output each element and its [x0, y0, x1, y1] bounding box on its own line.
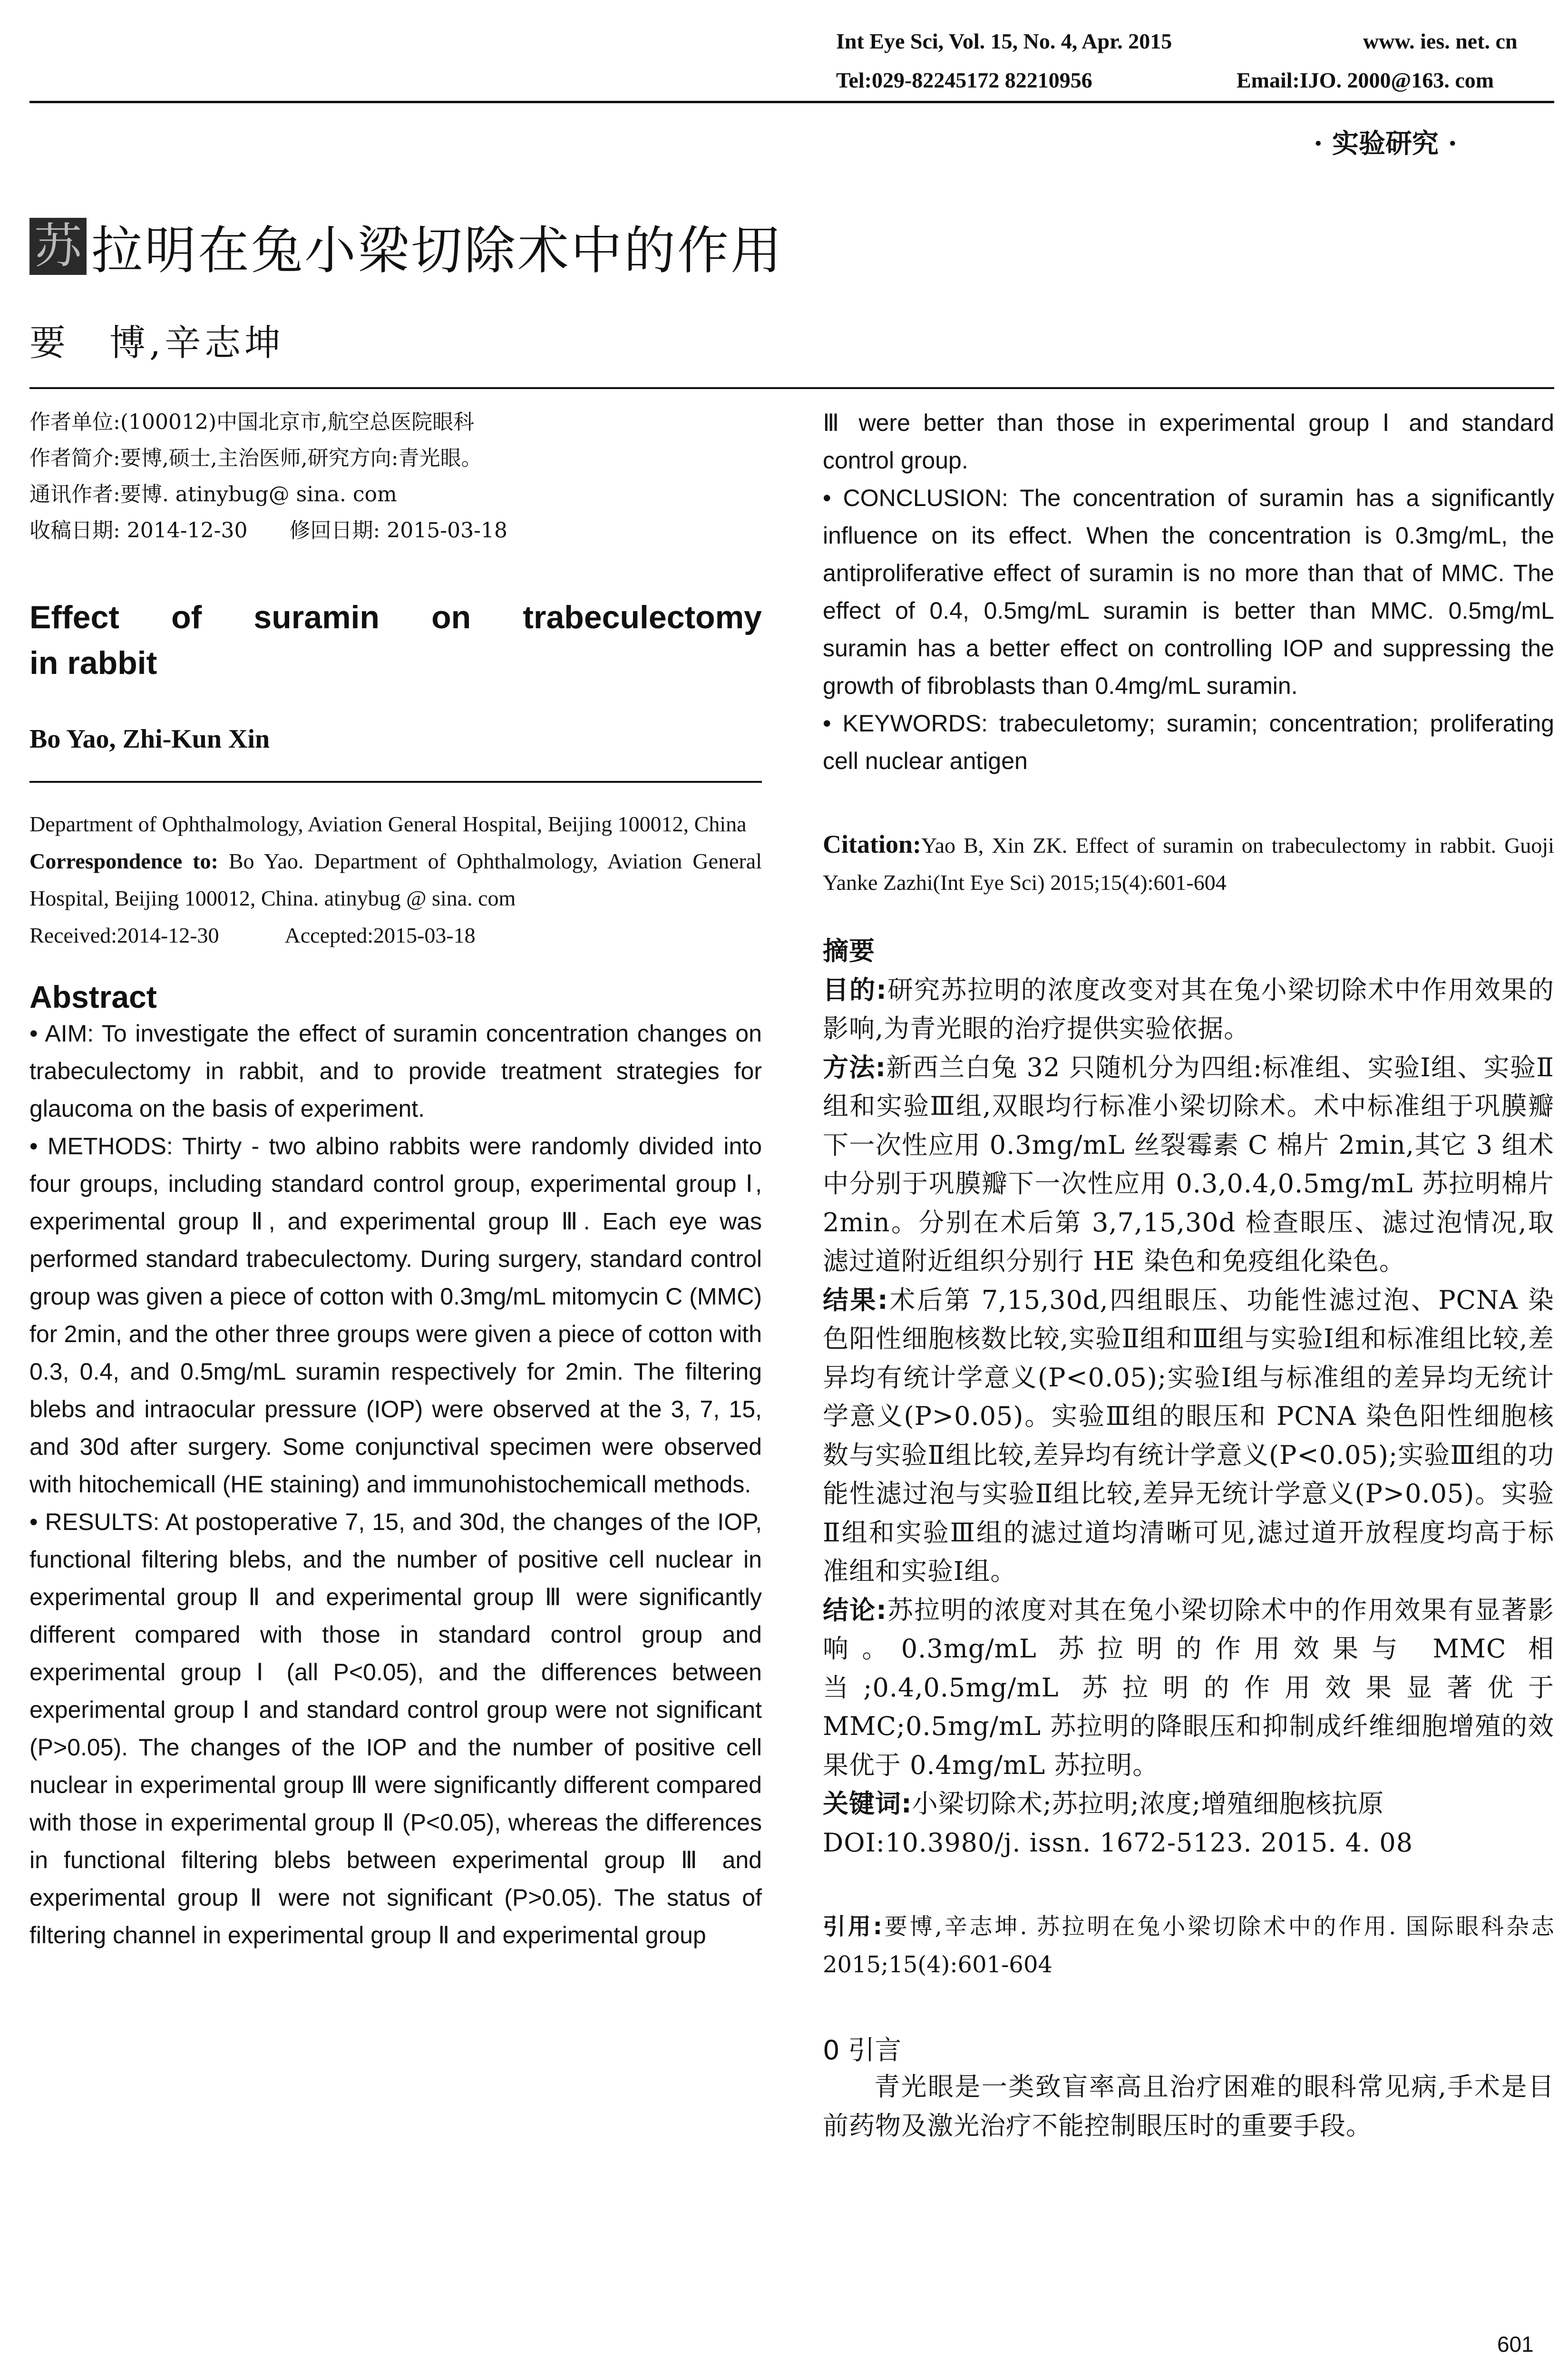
abstract-keywords: • KEYWORDS: trabeculetomy; suramin; concentration; proliferating cell nuclear antigen [823, 710, 1554, 774]
cn-meta-dates: 收稿日期: 2014-12-30 修回日期: 2015-03-18 [29, 518, 507, 543]
en-authors: Bo Yao, Zhi-Kun Xin [29, 724, 270, 754]
abstract-body-cont [823, 404, 1554, 780]
title-first-char: 苏 [29, 218, 87, 275]
cn-meta-corresponding: 通讯作者:要博. atinybug@ sina. com [29, 482, 397, 507]
zh-citation [823, 1908, 1554, 1984]
title-rule [29, 387, 1554, 389]
cn-meta-bio: 作者简介:要博,硕士,主治医师,研究方向:青光眼。 [29, 446, 482, 470]
en-title-line2: in rabbit [29, 645, 157, 681]
journal-info: Int Eye Sci, Vol. 15, No. 4, Apr. 2015 [836, 29, 1172, 53]
journal-email[interactable]: Email:IJO. 2000@163. com [1237, 68, 1494, 92]
correspondence-text: Bo Yao. Department of Ophthalmology, Aviation General Hospital, Beijing 100012, China. atinybug @ sina. com [29, 849, 762, 910]
right-column [823, 404, 1554, 2145]
cn-meta [29, 404, 762, 549]
abstract-conclusion: • CONCLUSION: The concentration of suramin has a significantly influence on its effect. When the concentration is 0.3mg/mL, the antiproliferative effect of suramin is no more than that of MMC. The effect of 0.4, 0.5mg/mL suramin is better than MMC. 0.5mg/mL suramin has a better effect on controlling IOP and suppressing the growth of fibroblasts than 0.4mg/mL suramin. [823, 485, 1554, 699]
zh-citation-text: 要博,辛志坤. 苏拉明在兔小梁切除术中的作用. 国际眼科杂志 2015;15(4):601-604 [823, 1913, 1554, 1978]
journal-tel: Tel:029-82245172 82210956 [836, 68, 1092, 92]
abstract-body [29, 1015, 762, 1954]
abstract-results-cont: Ⅲ were better than those in experimental group Ⅰ and standard control group. [823, 409, 1554, 474]
header-rule [29, 101, 1554, 103]
zh-abstract-doi[interactable]: DOI:10.3980/j. issn. 1672-5123. 2015. 4. 08 [823, 1827, 1413, 1858]
abstract-aim: • AIM: To investigate the effect of suramin concentration changes on trabeculectomy in rabbit, and to provide treatment strategies for glaucoma on the basis of experiment. [29, 1020, 762, 1122]
zh-abstract-keywords: 关键词:小梁切除术;苏拉明;浓度;增殖细胞核抗原 [823, 1789, 1384, 1819]
page-number: 601 [1497, 2332, 1534, 2357]
journal-website[interactable]: www. ies. net. cn [1363, 29, 1518, 53]
zh-abstract-results: 结果:术后第 7,15,30d,四组眼压、功能性滤过泡、PCNA 染色阳性细胞核数比较,实验Ⅱ组和Ⅲ组与实验Ⅰ组和标准组比较,差异均有统计学意义(P<0.05);实验Ⅰ组与标准组的差异均无统计学意义(P>0.05)。实验Ⅲ组的眼压和 PCNA 染色阳性细胞核数与实验Ⅱ组比较,差异均有统计学意义(P<0.05);实验Ⅲ组的功能性滤过泡与实验Ⅱ组比较,差异无统计学意义(P>0.05)。实验Ⅱ组和实验Ⅲ组的滤过道均清晰可见,滤过道开放程度均高于标准组和实验Ⅰ组。 [823, 1285, 1554, 1586]
intro-text: 青光眼是一类致盲率高且治疗困难的眼科常见病,手术是目前药物及激光治疗不能控制眼压时的重要手段。 [823, 2072, 1554, 2141]
zh-abstract [823, 932, 1554, 1862]
intro-heading: 0 引言 [823, 2035, 902, 2066]
zh-abstract-aim: 目的:研究苏拉明的浓度改变对其在兔小梁切除术中作用效果的影响,为青光眼的治疗提供实验依据。 [823, 974, 1554, 1043]
citation [823, 826, 1554, 901]
citation-label: Citation: [823, 830, 921, 858]
received-accepted: Received:2014-12-30 Accepted:2015-03-18 [29, 923, 476, 947]
abstract-results: • RESULTS: At postoperative 7, 15, and 30d, the changes of the IOP, functional filtering blebs, and the number of positive cell nuclear in experimental group Ⅱ and experimental group Ⅲ were significantly different compared with those in standard control group and experimental group Ⅰ (all P<0.05), and the differences between experimental group Ⅰ and standard control group were not significant (P>0.05). The changes of the IOP and the number of positive cell nuclear in experimental group Ⅲ were significantly different compared with those in experimental group Ⅱ (P<0.05), whereas the differences in functional filtering blebs between experimental group Ⅲ and experimental group Ⅱ were not significant (P>0.05). The status of filtering channel in experimental group Ⅱ and experimental group [29, 1509, 762, 1948]
correspondence-label: Correspondence to: [29, 849, 218, 873]
abstract-methods: • METHODS: Thirty - two albino rabbits were randomly divided into four groups, including standard control group, experimental group Ⅰ, experimental group Ⅱ, and experimental group Ⅲ. Each eye was performed standard trabeculectomy. During surgery, standard control group was given a piece of cotton with 0.3mg/mL mitomycin C (MMC) for 2min, and the other three groups were given a piece of cotton with 0.3, 0.4, and 0.5mg/mL suramin respectively for 2min. The filtering blebs and intraocular pressure (IOP) were observed at the 3, 7, 15, and 30d after surgery. Some conjunctival specimen were observed with hitochemicall (HE staining) and immunohistochemicall methods. [29, 1133, 762, 1498]
affiliation: Department of Ophthalmology, Aviation General Hospital, Beijing 100012, China [29, 812, 747, 836]
title-text: 拉明在兔小梁切除术中的作用 [91, 221, 784, 281]
zh-abstract-heading: 摘要 [823, 936, 875, 966]
section-tag: · 实验研究 · [1314, 128, 1457, 159]
article-title [29, 209, 784, 283]
authors-cn: 要 博,辛志坤 [29, 321, 285, 364]
correspondence [29, 843, 762, 917]
left-column [29, 404, 762, 1954]
zh-abstract-methods: 方法:新西兰白兔 32 只随机分为四组:标准组、实验Ⅰ组、实验Ⅱ组和实验Ⅲ组,双眼均行标准小梁切除术。术中标准组于巩膜瓣下一次性应用 0.3mg/mL 丝裂霉素 C 棉片 2min,其它 3 组术中分别于巩膜瓣下一次性应用 0.3,0.4,0.5mg/mL 苏拉明棉片 2min。分别在术后第 3,7,15,30d 检查眼压、滤过泡情况,取滤过道附近组织分别行 HE 染色和免疫组化染色。 [823, 1052, 1554, 1276]
affiliation-block [29, 806, 762, 954]
abstract-heading: Abstract [29, 979, 157, 1014]
zh-citation-label: 引用: [823, 1913, 882, 1940]
zh-abstract-conclusion: 结论:苏拉明的浓度对其在兔小梁切除术中的作用效果有显著影响。0.3mg/mL 苏拉明的作用效果与 MMC 相当;0.4,0.5mg/mL 苏拉明的作用效果显著优于 MMC;0.5mg/mL 苏拉明的降眼压和抑制成纤维细胞增殖的效果优于 0.4mg/mL 苏拉明。 [823, 1595, 1554, 1780]
citation-text: Yao B, Xin ZK. Effect of suramin on trabeculectomy in rabbit. Guoji Yanke Zazhi(Int Eye Sci) 2015;15(4):601-604 [823, 833, 1554, 895]
en-title-line1: Effect of suramin on trabeculectomy [29, 599, 762, 635]
cn-meta-affiliation: 作者单位:(100012)中国北京市,航空总医院眼科 [29, 410, 475, 434]
